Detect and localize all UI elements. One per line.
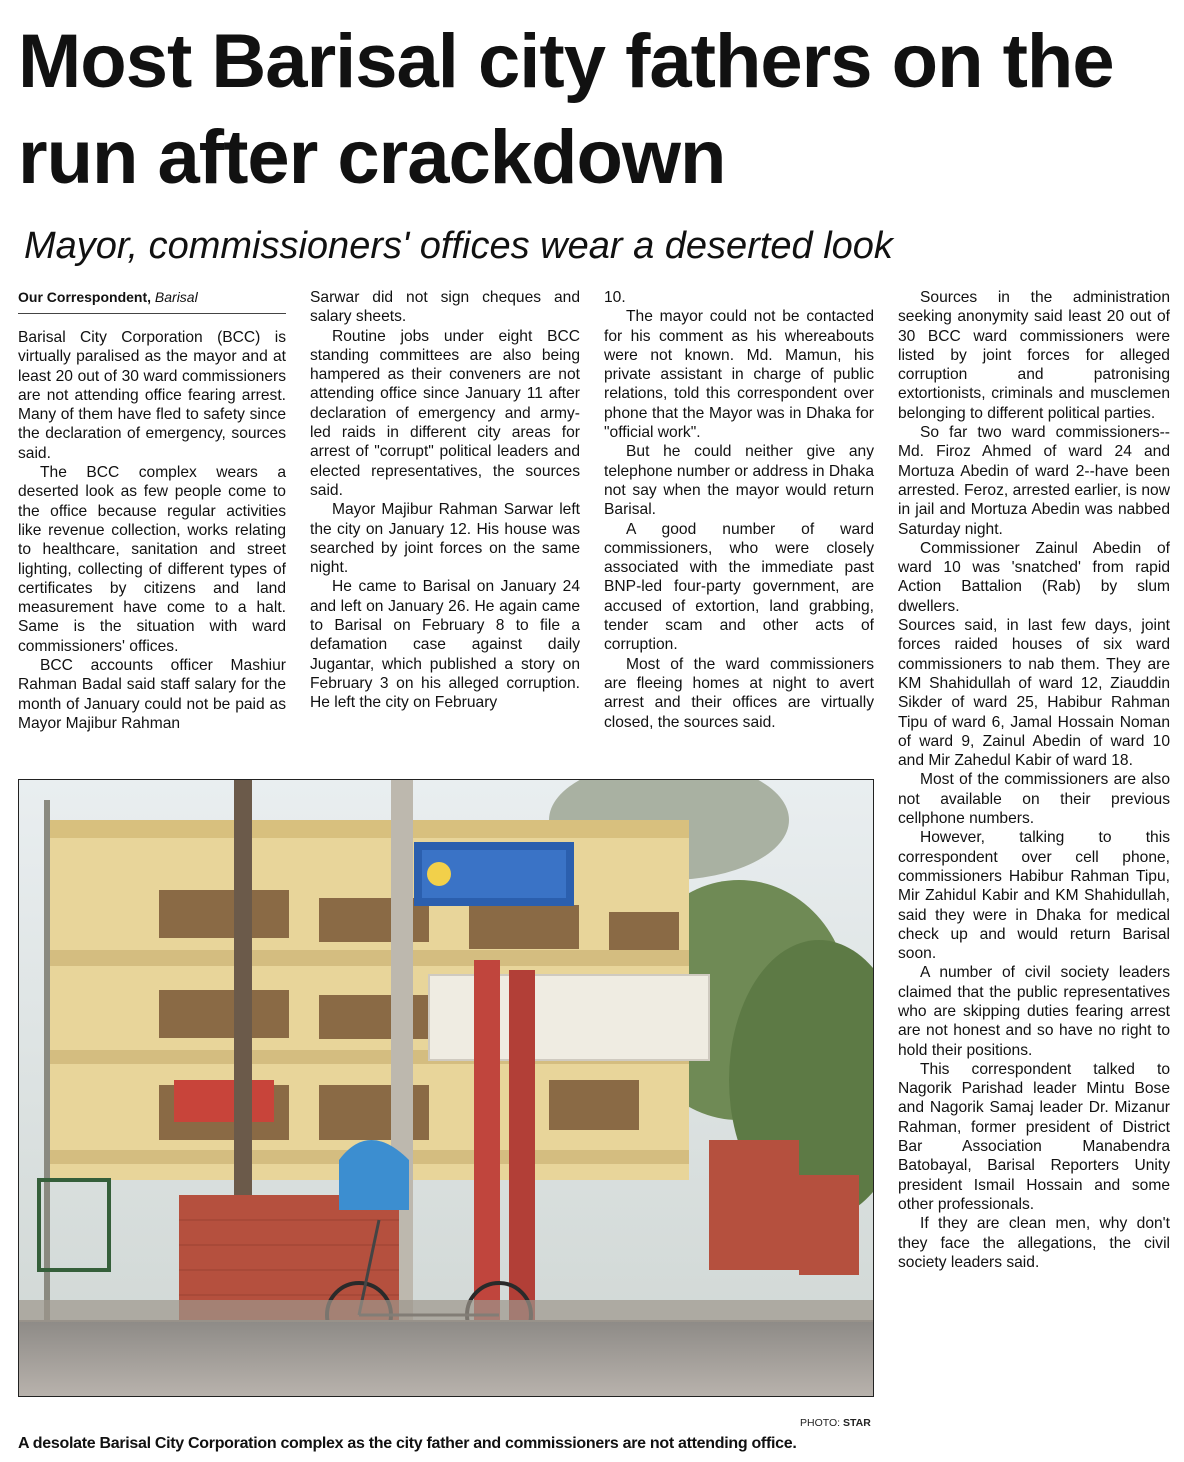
article-paragraph: A number of civil society leaders claimed that the public representatives who are skipping duties fearing arrest are not honest and so have no right to hold their positions. (898, 964, 1170, 1059)
article-column-4 (898, 288, 1170, 1272)
article-paragraph: Sources said, in last few days, joint forces raided houses of six ward commissioners to nab them. They are KM Shahidullah of ward 12, Ziauddin Sikder of ward 25, Habibur Rahman Tipu of ward 6, Jamal Hossain Noman of ward 9, Zainul Abedin of ward 10 and Mir Zahedul Kabir of ward 18. (898, 617, 1170, 770)
news-photo (18, 779, 874, 1397)
article-paragraph: 10. (604, 289, 626, 306)
photo-credit (800, 1417, 871, 1429)
photo-caption: A desolate Barisal City Corporation complex as the city father and commissioners are not attending office. (18, 1435, 797, 1452)
photo-credit-label: PHOTO: (800, 1417, 841, 1429)
article-paragraph: BCC accounts officer Mashiur Rahman Badal said staff salary for the month of January could not be paid as Mayor Majibur Rahman (18, 657, 286, 732)
article-paragraph: Routine jobs under eight BCC standing committees are also being hampered as their conveners are not attending office since January 11 after declaration of emergency and army-led raids in different city areas for arrest of "corrupt" political leaders and elected representatives, the sources said. (310, 327, 580, 499)
article-paragraph: Barisal City Corporation (BCC) is virtually paralised as the mayor and at least 20 out of 30 ward commissioners are not attending office fearing arrest. Many of them have fled to safety since the declaration of emergency, sources said. (18, 329, 286, 462)
article-paragraph: This correspondent talked to Nagorik Parishad leader Mintu Bose and Nagorik Samaj leader Dr. Mizanur Rahman, former president of District Bar Association Manabendra Batobayal, Barisal Reporters Unity president Ismail Hossain and some other professionals. (898, 1060, 1170, 1213)
article-paragraph: Most of the ward commissioners are fleeing homes at night to avert arrest and their offices are virtually closed, the sources said. (604, 655, 874, 731)
article-paragraph: Mayor Majibur Rahman Sarwar left the city on January 12. His house was searched by joint forces on the same night. (310, 501, 580, 577)
article-paragraph: But he could neither give any telephone number or address in Dhaka not say when the mayor would return Barisal. (604, 443, 874, 519)
article-column-1 (18, 288, 286, 733)
article-paragraph: Sarwar did not sign cheques and salary sheets. (310, 289, 580, 326)
subheadline: Mayor, commissioners' offices wear a deserted look (24, 225, 893, 267)
article-paragraph: So far two ward commissioners-- Md. Firoz Ahmed of ward 24 and Mortuza Abedin of ward 2--have been arrested. Feroz, arrested earlier, is now in jail and Mortuza Abedin was nabbed Saturday night. (898, 424, 1170, 538)
headline: Most Barisal city fathers on the run after crackdown (18, 19, 1114, 200)
article-paragraph: Commissioner Zainul Abedin of ward 10 was 'snatched' from rapid Action Battalion (Rab) by slum dwellers. (898, 539, 1170, 615)
photo-credit-source: STAR (842, 1417, 871, 1429)
article-paragraph: A good number of ward commissioners, who were closely associated with the immediate past BNP-led four-party government, are accused of extortion, land grabbing, tender scam and other acts of corruption. (604, 520, 874, 654)
article-column-2 (310, 288, 580, 713)
article-paragraph: The mayor could not be contacted for his comment as his whereabouts were not known. Md. Mamun, his private assistant in charge of public relations, told this correspondent over phone that the Mayor was in Dhaka for "official work". (604, 308, 874, 442)
article-column-3 (604, 288, 874, 732)
article-paragraph: Most of the commissioners are also not available on their previous cellphone numbers. (898, 771, 1170, 828)
barisal-city-corporation-photo (19, 780, 874, 1397)
article-paragraph: If they are clean men, why don't they face the allegations, the civil society leaders said. (898, 1215, 1170, 1271)
byline (18, 288, 286, 314)
article-paragraph: He came to Barisal on January 24 and left on January 26. He again came to Barisal on February 8 to file a defamation case against daily Jugantar, which published a story on February 3 on his alleged corruption. He left the city on February (310, 578, 580, 712)
byline-name: Our Correspondent, (18, 289, 152, 305)
article-paragraph: Sources in the administration seeking anonymity said least 20 out of 30 BCC ward commissioners were listed by joint forces for alleged corruption and patronising extortionists, criminals and musclemen belonging to different political parties. (898, 289, 1170, 422)
byline-place: Barisal (154, 289, 198, 305)
article-paragraph: The BCC complex wears a deserted look as few people come to the office because regular activities like revenue collection, works relating to healthcare, sanitation and street lighting, collecting of different types of certificates by citizens and land measurement have come to a halt. Same is the situation with ward commissioners' offices. (18, 464, 286, 655)
article-paragraph: However, talking to this correspondent over cell phone, commissioners Habibur Rahman Tipu, Mir Zahidul Kabir and KM Shahidullah, said they were in Dhaka for medical check up and would return Barisal soon. (898, 829, 1170, 963)
